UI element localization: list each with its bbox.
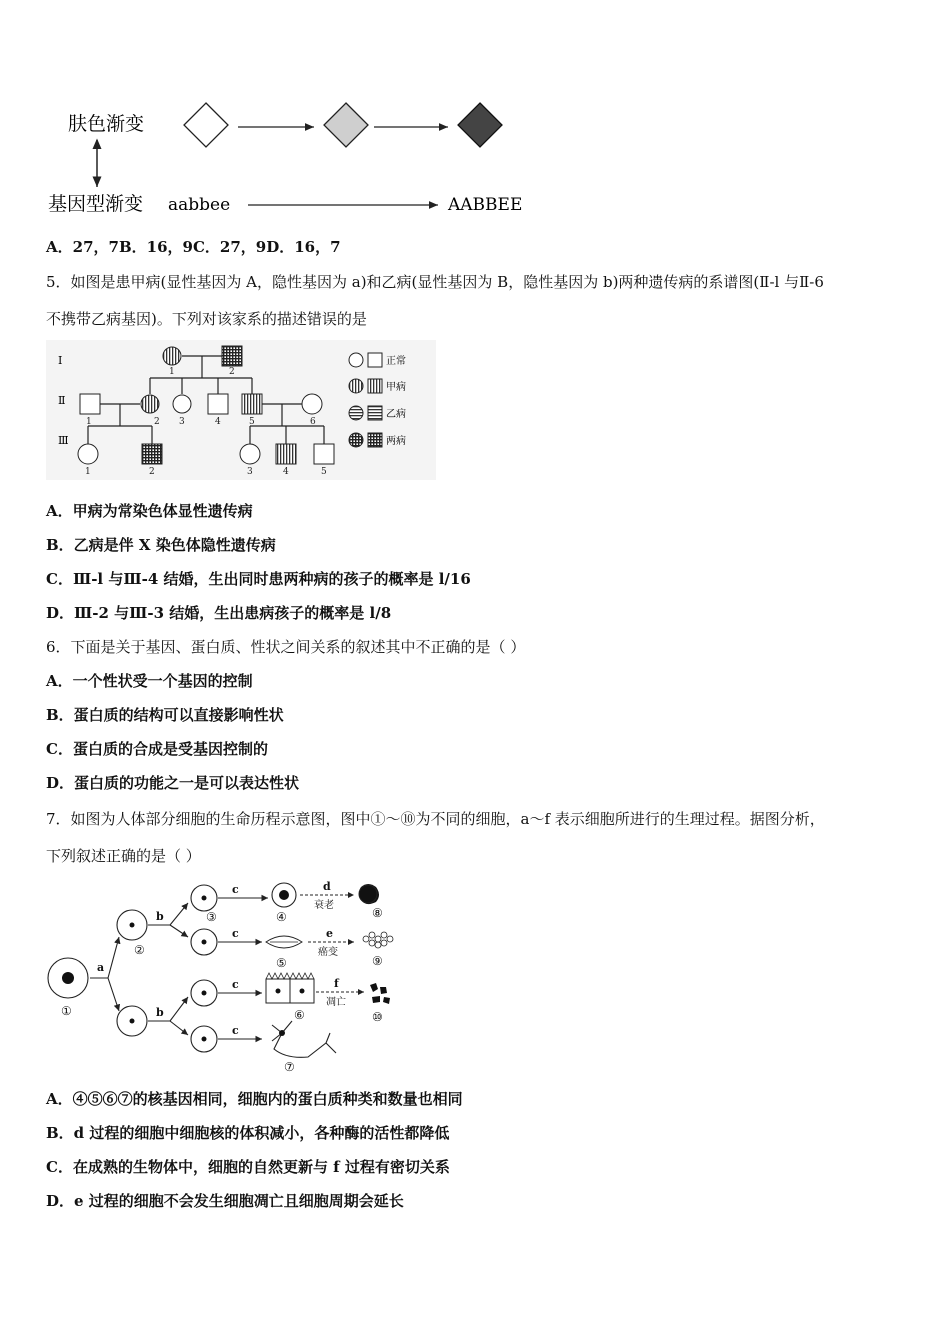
cell-label: ⑩: [372, 1010, 383, 1024]
process-label: a: [97, 961, 105, 974]
process-label: c: [232, 883, 239, 896]
process-label: c: [232, 978, 239, 991]
q4-options: A．27，7B．16，9C．27，9D．16，7: [46, 238, 341, 256]
medium-diamond: [324, 103, 368, 147]
ind-number: 3: [179, 417, 185, 427]
pedigree-chart: [46, 340, 436, 480]
legend-label: 两病: [386, 436, 406, 447]
I-1-female-affected-a: [163, 347, 181, 365]
genotype-end: AABBEE: [448, 195, 523, 215]
III-4-male-affected-a: [276, 444, 296, 464]
process-label: e: [326, 927, 333, 940]
process-label: c: [232, 1024, 239, 1037]
process-label: c: [232, 927, 239, 940]
q7-stem-line1: 7．如图为人体部分细胞的生命历程示意图，图中①～⑩为不同的细胞，a～f 表示细胞所进行的生理过程。据图分析，: [46, 810, 825, 828]
III-3-female-normal: [240, 444, 260, 464]
gen-label: Ⅱ: [58, 394, 66, 407]
cell-label: ③: [206, 910, 217, 924]
ind-number: 5: [249, 417, 255, 427]
q7-option-a: A．④⑤⑥⑦的核基因相同，细胞内的蛋白质种类和数量也相同: [46, 1090, 463, 1108]
process-label: b: [156, 910, 164, 923]
q6-option-a: A．一个性状受一个基因的控制: [46, 672, 253, 690]
cell-label: ④: [276, 910, 287, 924]
ind-number: 2: [229, 367, 235, 377]
cell-label: ⑤: [276, 956, 287, 970]
cell-label: ⑨: [372, 954, 383, 968]
q5-option-a: A．甲病为常染色体显性遗传病: [46, 502, 253, 520]
legend-label: 正常: [386, 356, 406, 367]
cell-label: ①: [61, 1004, 72, 1018]
I-2-male-both: [222, 346, 242, 366]
II-6-female-normal: [302, 394, 322, 414]
dark-diamond: [458, 103, 502, 147]
cell-label: ⑧: [372, 906, 383, 920]
q5-option-d: D．Ⅲ-2 与Ⅲ-3 结婚，生出患病孩子的概率是 l/8: [46, 604, 392, 622]
legend-label: 乙病: [386, 409, 406, 420]
q7-option-b: B．d 过程的细胞中细胞核的体积减小，各种酶的活性都降低: [46, 1124, 450, 1142]
event-label: 癌变: [318, 947, 338, 958]
event-label: 凋亡: [326, 997, 346, 1008]
ind-number: 1: [169, 367, 175, 377]
III-5-male-normal: [314, 444, 334, 464]
process-label: f: [334, 977, 339, 990]
gen-label: Ⅲ: [58, 434, 69, 447]
skin-color-label: 肤色渐变: [68, 113, 145, 135]
II-4-male-normal: [208, 394, 228, 414]
q5-option-c: C．Ⅲ-l 与Ⅲ-4 结婚，生出同时患两种病的孩子的概率是 l/16: [46, 570, 471, 588]
ind-number: 1: [86, 417, 92, 427]
q6-stem: 6．下面是关于基因、蛋白质、性状之间关系的叙述其中不正确的是（ ）: [46, 638, 526, 656]
cell-label: ⑦: [284, 1060, 295, 1074]
genotype-start: aabbee: [168, 195, 231, 215]
skin-color-figure: [40, 95, 540, 220]
event-label: 衰老: [314, 900, 334, 911]
II-3-female-normal: [173, 395, 191, 413]
II-5-male-affected-a: [242, 394, 262, 414]
cell-lifecycle-figure: [46, 875, 406, 1075]
process-label: d: [323, 880, 331, 893]
q6-option-b: B．蛋白质的结构可以直接影响性状: [46, 706, 284, 724]
ind-number: 3: [247, 467, 253, 477]
ind-number: 5: [321, 467, 327, 477]
ind-number: 6: [310, 417, 316, 427]
q5-option-b: B．乙病是伴 X 染色体隐性遗传病: [46, 536, 276, 554]
q7-stem-line2: 下列叙述正确的是（ ）: [46, 847, 201, 865]
q5-stem-line1: 5．如图是患甲病(显性基因为 A，隐性基因为 a)和乙病(显性基因为 B，隐性基因为 b)两种遗传病的系谱图(Ⅱ-l 与Ⅱ-6: [46, 273, 824, 291]
II-2-female-affected-a: [141, 395, 159, 413]
cell-label: ⑥: [294, 1008, 305, 1022]
ind-number: 2: [149, 467, 155, 477]
gen-label: Ⅰ: [58, 354, 63, 367]
q6-option-d: D．蛋白质的功能之一是可以表达性状: [46, 774, 300, 792]
q6-option-c: C．蛋白质的合成是受基因控制的: [46, 740, 268, 758]
II-1-male-normal: [80, 394, 100, 414]
ind-number: 2: [154, 417, 160, 427]
cell-label: ②: [134, 943, 145, 957]
legend-label: 甲病: [386, 382, 406, 393]
ind-number: 4: [283, 467, 289, 477]
ind-number: 1: [85, 467, 91, 477]
genotype-label: 基因型渐变: [48, 193, 144, 215]
q5-stem-line2: 不携带乙病基因)。下列对该家系的描述错误的是: [46, 310, 367, 328]
III-1-female-normal: [78, 444, 98, 464]
process-label: b: [156, 1006, 164, 1019]
III-2-male-both: [142, 444, 162, 464]
q7-option-d: D．e 过程的细胞不会发生细胞凋亡且细胞周期会延长: [46, 1192, 404, 1210]
ind-number: 4: [215, 417, 221, 427]
light-diamond: [184, 103, 228, 147]
q7-option-c: C．在成熟的生物体中，细胞的自然更新与 f 过程有密切关系: [46, 1158, 450, 1176]
